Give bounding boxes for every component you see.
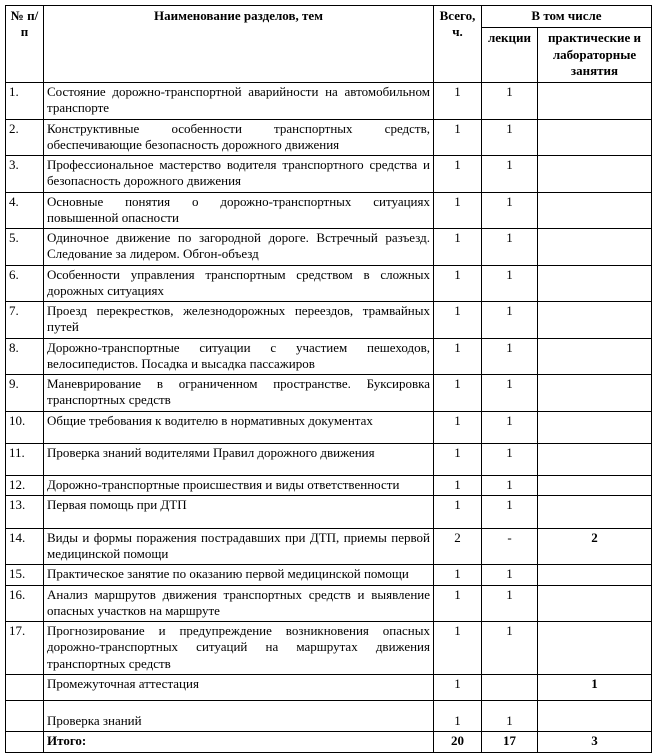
lecture-hours-cell: 1 [482,622,538,675]
topic-title-cell: Основные понятия о дорожно-транспортных ситуациях повышенной опасности [44,192,434,229]
total-hours-cell: 1 [434,375,482,412]
topic-title-cell: Проверка знаний водителями Правил дорожного движения [44,443,434,475]
topic-title-cell: Проверка знаний [44,700,434,731]
table-row [6,229,652,266]
row-number-cell: 6. [6,265,44,302]
total-hours-cell: 1 [434,265,482,302]
practical-hours-cell [538,119,652,156]
total-hours-cell: 1 [434,700,482,731]
practical-hours-cell [538,411,652,443]
practical-hours-cell [538,338,652,375]
header-col-total: Всего, ч. [434,6,482,83]
total-hours-cell: 1 [434,156,482,193]
table-row [6,265,652,302]
total-hours-cell: 1 [434,674,482,700]
practical-hours-cell [538,229,652,266]
total-hours-cell: 1 [434,585,482,622]
topic-title-cell: Промежуточная аттестация [44,674,434,700]
total-hours-cell: 1 [434,495,482,528]
table-row [6,622,652,675]
topic-title-cell: Виды и формы поражения пострадавших при ДТП, приемы первой медицинской помощи [44,528,434,565]
topic-title-cell: Анализ маршрутов движения транспортных средств и выявление опасных участков на маршруте [44,585,434,622]
total-hours-cell: 1 [434,192,482,229]
lecture-hours-cell: 1 [482,443,538,475]
topic-title-cell: Одиночное движение по загородной дороге. Встречный разъезд. Следование за лидером. Обгон-объезд [44,229,434,266]
topic-title-cell: Маневрирование в ограниченном пространстве. Буксировка транспортных средств [44,375,434,412]
table-row [6,443,652,475]
lecture-hours-cell [482,674,538,700]
total-hours-cell: 2 [434,528,482,565]
practical-hours-cell [538,302,652,339]
practical-hours-cell [538,265,652,302]
total-hours-cell: 1 [434,475,482,495]
lecture-hours-cell: 17 [482,732,538,753]
total-hours-cell: 1 [434,565,482,585]
practical-hours-cell [538,156,652,193]
lecture-hours-cell: 1 [482,83,538,120]
total-hours-cell: 1 [434,229,482,266]
topic-title-cell: Проезд перекрестков, железнодорожных переездов, трамвайных путей [44,302,434,339]
total-hours-cell: 1 [434,302,482,339]
lecture-hours-cell: 1 [482,565,538,585]
practical-hours-cell: 3 [538,732,652,753]
row-number-cell [6,732,44,753]
row-number-cell: 7. [6,302,44,339]
lecture-hours-cell: 1 [482,585,538,622]
practical-hours-cell: 1 [538,674,652,700]
table-row [6,674,652,700]
topic-title-cell: Общие требования к водителю в нормативных документах [44,411,434,443]
row-number-cell: 17. [6,622,44,675]
row-number-cell: 3. [6,156,44,193]
practical-hours-cell: 2 [538,528,652,565]
row-number-cell: 10. [6,411,44,443]
practical-hours-cell [538,495,652,528]
table-row [6,302,652,339]
lecture-hours-cell: - [482,528,538,565]
topic-title-cell: Прогнозирование и предупреждение возникновения опасных дорожно-транспортных ситуаций на маршрутах движения транспортных средств [44,622,434,675]
total-hours-cell: 1 [434,338,482,375]
practical-hours-cell [538,565,652,585]
table-row [6,119,652,156]
topic-title-cell: Состояние дорожно-транспортной аварийности на автомобильном транспорте [44,83,434,120]
lecture-hours-cell: 1 [482,302,538,339]
row-number-cell: 16. [6,585,44,622]
lecture-hours-cell: 1 [482,192,538,229]
header-col-group: В том числе [482,6,652,28]
table-row [6,375,652,412]
lecture-hours-cell: 1 [482,338,538,375]
lecture-hours-cell: 1 [482,475,538,495]
row-number-cell: 2. [6,119,44,156]
row-number-cell [6,700,44,731]
table-row [6,475,652,495]
topic-title-cell: Итого: [44,732,434,753]
table-row [6,156,652,193]
topic-title-cell: Конструктивные особенности транспортных средств, обеспечивающие безопасность дорожного движения [44,119,434,156]
header-col-lectures: лекции [482,28,538,83]
table-row [6,495,652,528]
table-row [6,83,652,120]
row-number-cell: 13. [6,495,44,528]
header-row-1 [6,6,652,28]
total-hours-cell: 20 [434,732,482,753]
topic-title-cell: Первая помощь при ДТП [44,495,434,528]
topic-title-cell: Практическое занятие по оказанию первой медицинской помощи [44,565,434,585]
table-body [6,83,652,753]
table-row [6,565,652,585]
total-hours-cell: 1 [434,443,482,475]
header-col-title: Наименование разделов, тем [44,6,434,83]
table-row [6,585,652,622]
header-col-num: № п/п [6,6,44,83]
lecture-hours-cell: 1 [482,700,538,731]
lecture-hours-cell: 1 [482,119,538,156]
total-hours-cell: 1 [434,622,482,675]
lecture-hours-cell: 1 [482,375,538,412]
row-number-cell: 1. [6,83,44,120]
row-number-cell: 8. [6,338,44,375]
table-row [6,192,652,229]
topic-title-cell: Профессиональное мастерство водителя транспортного средства и безопасность дорожного движения [44,156,434,193]
row-number-cell: 14. [6,528,44,565]
lecture-hours-cell: 1 [482,265,538,302]
table-row [6,732,652,753]
row-number-cell: 4. [6,192,44,229]
header-col-practical: практические и лабораторные занятия [538,28,652,83]
row-number-cell: 9. [6,375,44,412]
table-row [6,411,652,443]
practical-hours-cell [538,192,652,229]
total-hours-cell: 1 [434,83,482,120]
total-hours-cell: 1 [434,119,482,156]
table-row [6,338,652,375]
row-number-cell [6,674,44,700]
lecture-hours-cell: 1 [482,156,538,193]
practical-hours-cell [538,83,652,120]
table-row [6,528,652,565]
total-hours-cell: 1 [434,411,482,443]
topic-title-cell: Особенности управления транспортным средством в сложных дорожных ситуациях [44,265,434,302]
practical-hours-cell [538,622,652,675]
practical-hours-cell [538,700,652,731]
row-number-cell: 5. [6,229,44,266]
table-row [6,700,652,731]
practical-hours-cell [538,585,652,622]
practical-hours-cell [538,375,652,412]
row-number-cell: 12. [6,475,44,495]
row-number-cell: 11. [6,443,44,475]
practical-hours-cell [538,475,652,495]
practical-hours-cell [538,443,652,475]
topic-title-cell: Дорожно-транспортные происшествия и виды ответственности [44,475,434,495]
lecture-hours-cell: 1 [482,411,538,443]
lecture-hours-cell: 1 [482,495,538,528]
lecture-hours-cell: 1 [482,229,538,266]
topic-title-cell: Дорожно-транспортные ситуации с участием пешеходов, велосипедистов. Посадка и высадка пассажиров [44,338,434,375]
row-number-cell: 15. [6,565,44,585]
curriculum-table [5,5,652,753]
